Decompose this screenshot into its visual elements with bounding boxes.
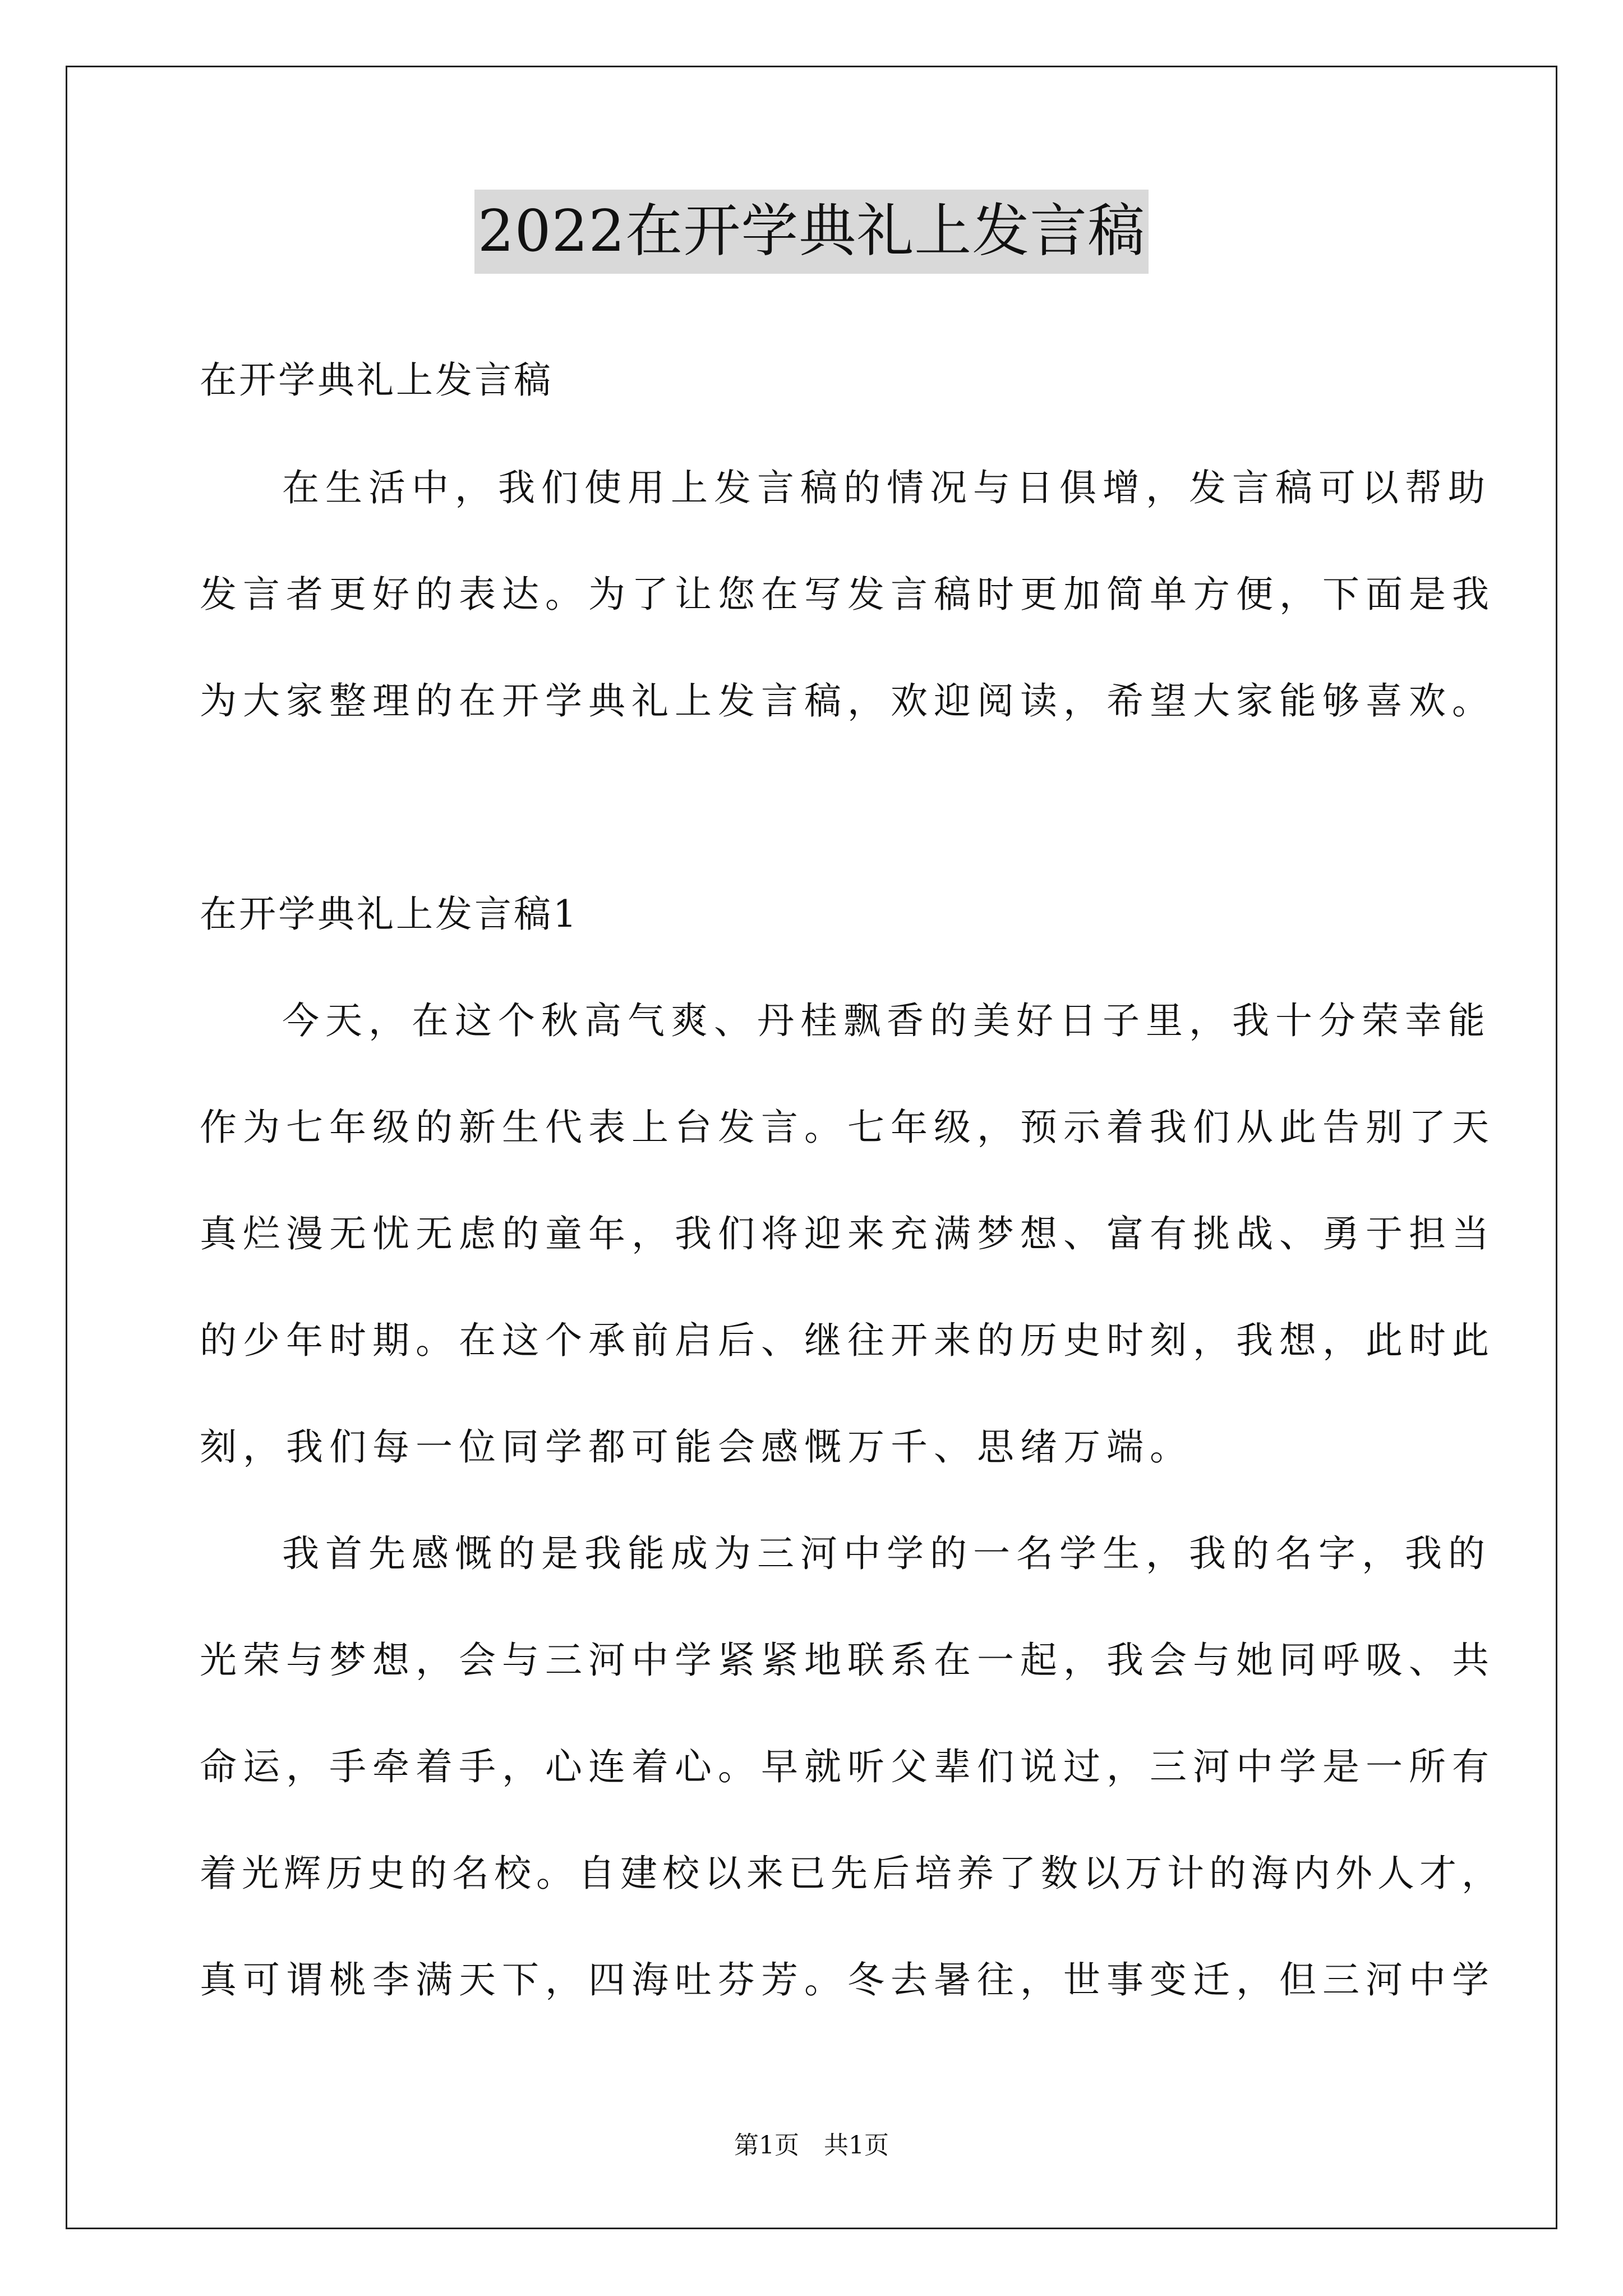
intro-line: 为大家整理的在开学典礼上发言稿，欢迎阅读，希望大家能够喜欢。 xyxy=(200,679,1495,723)
section-heading-1: 在开学典礼上发言稿1 xyxy=(200,892,579,936)
paragraph-line: 我首先感慨的是我能成为三河中学的一名学生，我的名字，我的 xyxy=(282,1532,1491,1575)
paragraph-line: 作为七年级的新生代表上台发言。七年级，预示着我们从此告别了天 xyxy=(200,1106,1495,1149)
paragraph-line: 刻，我们每一位同学都可能会感慨万千、思绪万端。 xyxy=(200,1425,1193,1469)
paragraph-line: 的少年时期。在这个承前启后、继往开来的历史时刻，我想，此时此 xyxy=(200,1319,1495,1362)
paragraph-line: 着光辉历史的名校。自建校以来已先后培养了数以万计的海内外人才， xyxy=(200,1852,1504,1895)
intro-heading: 在开学典礼上发言稿 xyxy=(200,358,553,402)
paragraph-line: 光荣与梦想，会与三河中学紧紧地联系在一起，我会与她同呼吸、共 xyxy=(200,1639,1495,1682)
page-number-footer: 第1页 共1页 xyxy=(734,2131,889,2160)
document-title: 2022在开学典礼上发言稿 xyxy=(474,190,1149,274)
title-container xyxy=(0,190,1623,274)
paragraph-line: 真可谓桃李满天下，四海吐芬芳。冬去暑往，世事变迁，但三河中学 xyxy=(200,1958,1495,2001)
paragraph-line: 命运，手牵着手，心连着心。早就听父辈们说过，三河中学是一所有 xyxy=(200,1745,1495,1788)
paragraph-line: 真烂漫无忧无虑的童年，我们将迎来充满梦想、富有挑战、勇于担当 xyxy=(200,1212,1495,1255)
intro-line: 发言者更好的表达。为了让您在写发言稿时更加简单方便，下面是我 xyxy=(200,573,1495,616)
intro-line: 在生活中，我们使用上发言稿的情况与日俱增，发言稿可以帮助 xyxy=(282,466,1491,509)
paragraph-line: 今天，在这个秋高气爽、丹桂飘香的美好日子里，我十分荣幸能 xyxy=(282,999,1491,1042)
